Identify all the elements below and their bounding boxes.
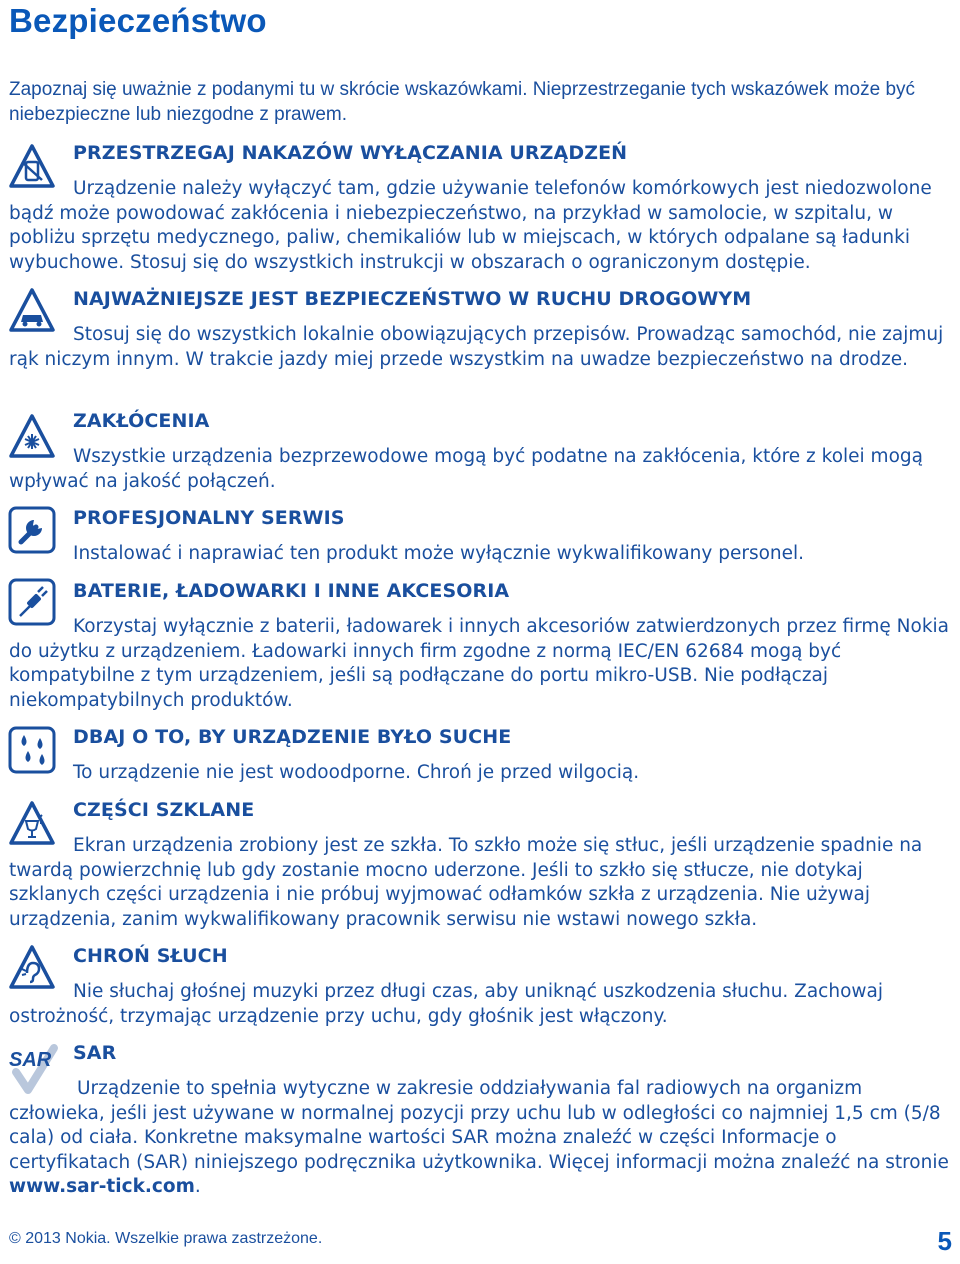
section-title: SAR [73,1042,117,1064]
section-title: PROFESJONALNY SERWIS [73,507,345,529]
page-number: 5 [937,1226,952,1256]
sar-body-text: Urządzenie to spełnia wytyczne w zakresie oddziaływania fal radiowych na organizm człowieka, jeśli jest używane w normalnej pozycji przy uchu lub w odległości co najmniej 1,5 cm (5/8 cala) od ciała. Konkretne maksymalne wartości SAR można znaleźć w części Informacje o certyfikatach (SAR) niniejszego podręcznika użytkownika. Więcej informacji można znaleźć na stronie [9,1078,949,1173]
sar-logo-text: SAR [9,1049,52,1071]
section-body: Korzystaj wyłącznie z baterii, ładowarek i innych akcesoriów zatwierdzonych przez firmę Nokia do użytku z urządzeniem. Ładowarki innych firm zgodne z normą IEC/EN 62684 mogą być kompatybilne z tym urządzeniem, jeśli są podłączane do portu mikro-USB. Nie podłączaj niekompatybilnych produktów. [9,616,950,711]
section-title: ZAKŁÓCENIA [73,410,210,432]
footer-copyright: © 2013 Nokia. Wszelkie prawa zastrzeżone. [9,1230,323,1247]
section-body: Wszystkie urządzenia bezprzewodowe mogą być podatne na zakłócenia, które z kolei mogą wpływać na jakość połączeń. [9,446,923,492]
section-title: NAJWAŻNIEJSZE JEST BEZPIECZEŃSTWO W RUCHU DROGOWYM [73,288,752,310]
page-title: Bezpieczeństwo [9,2,267,39]
section-body: Ekran urządzenia zrobiony jest ze szkła. To szkło może się stłuc, jeśli urządzenie spadnie na twardą powierzchnię lub gdy zostanie mocno uderzone. Jeśli to szkło się stłucze, nie dotykaj szklanych części urządzenia i nie próbuj wyjmować odłamków szkła z urządzenia. Nie używaj urządzenia, zanim wykwalifikowany pracownik serwisu nie wstawi nowego szkła. [9,835,923,930]
section-title: CHROŃ SŁUCH [73,945,228,967]
section-title: PRZESTRZEGAJ NAKAZÓW WYŁĄCZANIA URZĄDZEŃ [73,142,628,164]
section-body: To urządzenie nie jest wodoodporne. Chroń je przed wilgocią. [73,762,640,783]
section-title: DBAJ O TO, BY URZĄDZENIE BYŁO SUCHE [73,726,512,748]
section-body: Instalować i naprawiać ten produkt może wyłącznie wykwalifikowany personel. [73,543,805,564]
section-body [9,1077,955,1200]
sar-tick-link[interactable]: www.sar-tick.com [9,1176,195,1197]
section-body: Stosuj się do wszystkich lokalnie obowiązujących przepisów. Prowadząc samochód, nie zajmuj rąk niczym innym. W trakcie jazdy miej przede wszystkim na uwadze bezpieczeństwo na drodze. [9,324,944,370]
section-title: BATERIE, ŁADOWARKI I INNE AKCESORIA [73,580,510,602]
section-title: CZĘŚCI SZKLANE [73,799,255,821]
intro-paragraph: Zapoznaj się uważnie z podanymi tu w skrócie wskazówkami. Nieprzestrzeganie tych wskazówek może być niebezpieczne lub niezgodne z prawem. [9,79,916,125]
sar-body-end: . [194,1176,201,1197]
section-body: Nie słuchaj głośnej muzyki przez długi czas, aby uniknąć uszkodzenia słuchu. Zachowaj ostrożność, trzymając urządzenie przy uchu, gdy głośnik jest włączony. [9,981,884,1027]
section-body: Urządzenie należy wyłączyć tam, gdzie używanie telefonów komórkowych jest niedozwolone bądź może powodować zakłócenia i niebezpieczeństwo, na przykład w samolocie, w szpitalu, w pobliżu sprzętu medycznego, paliw, chemikaliów lub w miejscach, w których odpalane są ładunki wybuchowe. Stosuj się do wszystkich instrukcji w obszarach o ograniczonym dostępie. [9,178,932,273]
